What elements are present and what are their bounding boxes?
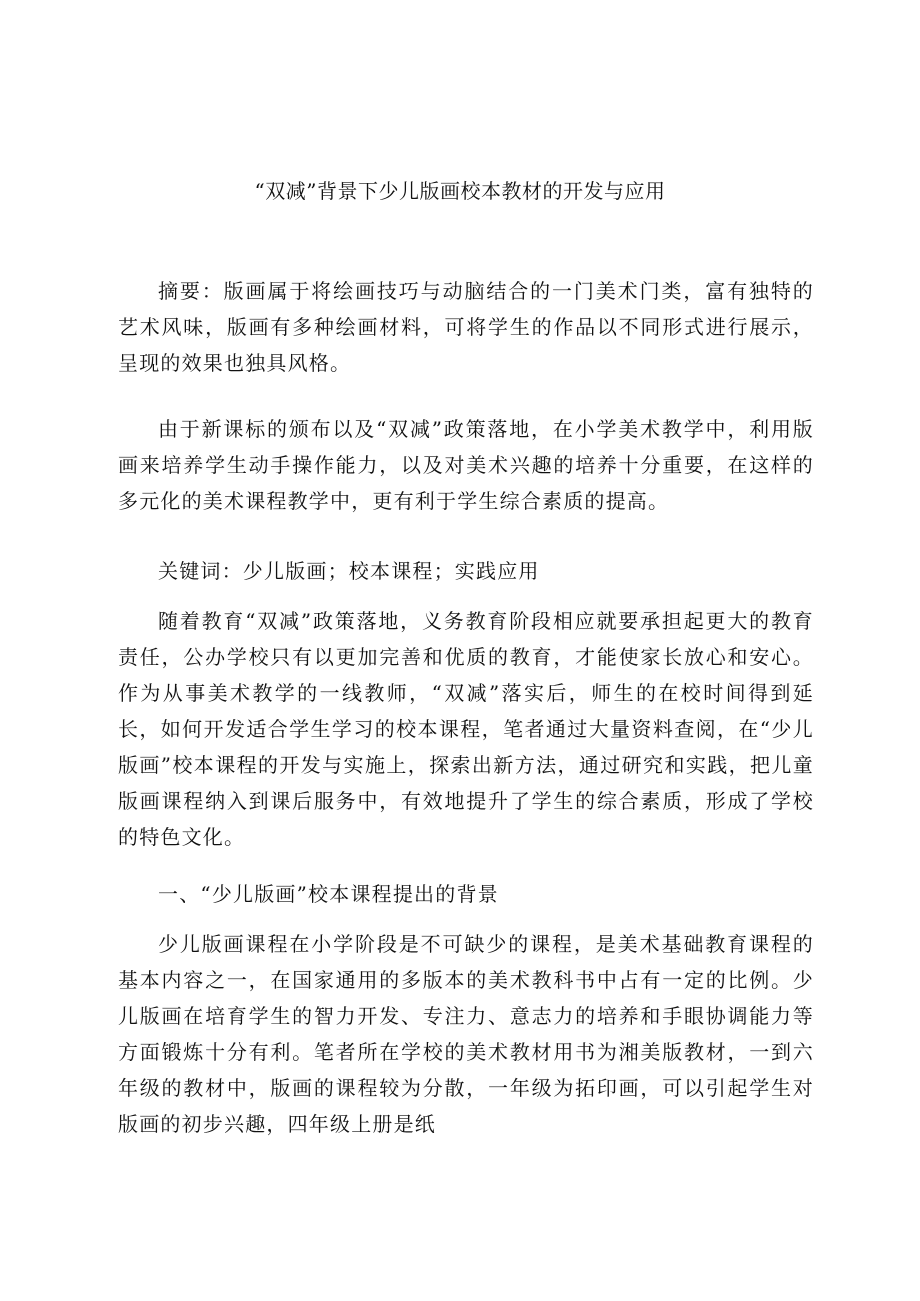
abstract-paragraph: 摘要：版画属于将绘画技巧与动脑结合的一门美术门类，富有独特的艺术风味，版画有多种绘画材料，可将学生的作品以不同形式进行展示，呈现的效果也独具风格。 [118,279,814,375]
keywords-line: 关键词：少儿版画；校本课程；实践应用 [158,559,540,583]
section-heading: 一、“少儿版画”校本课程提出的背景 [158,882,499,906]
document-title: “双减”背景下少儿版画校本教材的开发与应用 [254,179,666,203]
body-paragraph: 随着教育“双减”政策落地，义务教育阶段相应就要承担起更大的教育责任，公办学校只有以更加完善和优质的教育，才能使家长放心和安心。作为从事美术教学的一线教师，“双减”落实后，师生的在校时间得到延长，如何开发适合学生学习的校本课程，笔者通过大量资料查阅，在“少儿版画”校本课程的开发与实施上，探索出新方法，通过研究和实践，把儿童版画课程纳入到课后服务中，有效地提升了学生的综合素质，形成了学校的特色文化。 [118,609,814,849]
intro-paragraph: 由于新课标的颁布以及“双减”政策落地，在小学美术教学中，利用版画来培养学生动手操作能力，以及对美术兴趣的培养十分重要，在这样的多元化的美术课程教学中，更有利于学生综合素质的提高。 [118,417,814,513]
body-paragraph: 少儿版画课程在小学阶段是不可缺少的课程，是美术基础教育课程的基本内容之一，在国家通用的多版本的美术教科书中占有一定的比例。少儿版画在培育学生的智力开发、专注力、意志力的培养和手眼协调能力等方面锻炼十分有利。笔者所在学校的美术教材用书为湘美版教材，一到六年级的教材中，版画的课程较为分散，一年级为拓印画，可以引起学生对版画的初步兴趣，四年级上册是纸 [118,932,814,1136]
